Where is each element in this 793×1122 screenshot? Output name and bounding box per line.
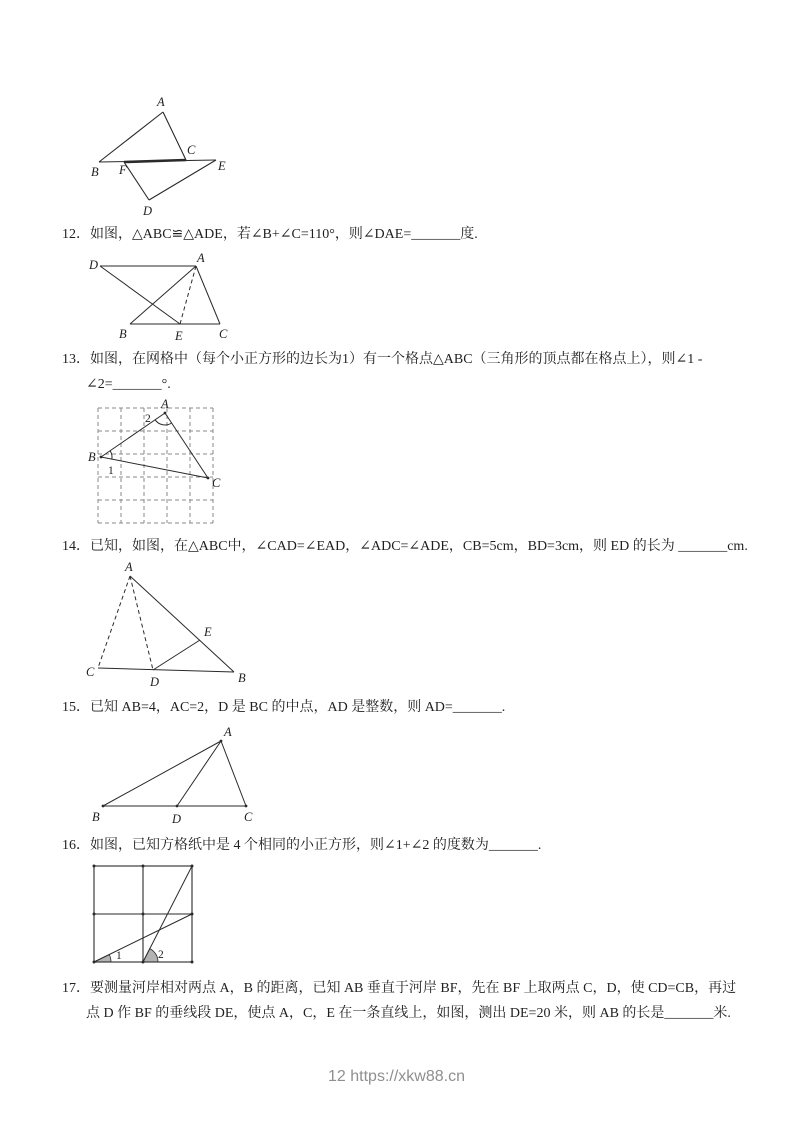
figure-q14-lines — [98, 576, 234, 672]
segment-DE — [153, 640, 200, 670]
figure-q12-lines — [100, 266, 220, 324]
point-label-A: A — [224, 725, 232, 739]
segment-DE — [149, 160, 216, 200]
point-label-E: E — [175, 329, 183, 343]
point-label-E: E — [204, 625, 212, 639]
point-label-D: D — [150, 675, 160, 689]
question-17-text-line2: 点 D 作 BF 的垂线段 DE，使点 A，C，E 在一条直线上，如图，测出 DE=20 米，则 AB 的长是_______米. — [86, 1006, 731, 1021]
point-label-A: A — [197, 252, 205, 265]
segment-AD — [177, 741, 221, 806]
question-12-text: 12．如图，△ABC≌△ADE，若∠B+∠C=110°，则∠DAE=_______度. — [62, 227, 478, 242]
angle-1-arc — [110, 451, 112, 459]
point-label-A: A — [161, 398, 169, 411]
point-label-F: F — [119, 163, 127, 177]
angle-label-1: 1 — [116, 950, 122, 962]
point-label-C: C — [244, 810, 253, 824]
point-label-E: E — [218, 159, 226, 173]
grid-lines — [98, 408, 213, 523]
question-17-text-line1: 17．要测量河岸相对两点 A，B 的距离，已知 AB 垂直于河岸 BF，先在 BF 上取两点 C，D，使 CD=CB，再过 — [62, 981, 737, 996]
question-16-text: 16．如图，已知方格纸中是 4 个相同的小正方形，则∠1+∠2 的度数为_______. — [62, 838, 542, 853]
segment-CB — [98, 668, 234, 672]
vertex-dots — [100, 412, 210, 480]
figure-q15-canvas — [78, 725, 273, 825]
segment-AC — [163, 112, 186, 160]
point-label-D: D — [143, 204, 153, 218]
figure-q12 — [85, 252, 250, 344]
point-label-A: A — [125, 560, 133, 574]
figure-q15-lines — [103, 741, 246, 806]
triangle-ABC-lines — [101, 413, 208, 478]
question-15-text: 15．已知 AB=4，AC=2，D 是 BC 的中点，AD 是整数，则 AD=_______. — [62, 700, 506, 715]
point-label-C: C — [212, 476, 221, 490]
figure-q13-canvas — [88, 398, 223, 530]
angle-label-2: 2 — [145, 413, 151, 425]
question-13-text-line1: 13．如图，在网格中（每个小正方形的边长为1）有一个格点△ABC（三角形的顶点都在格点上），则∠1 - — [62, 352, 703, 367]
figure-q16 — [88, 858, 203, 970]
segment-AC — [165, 413, 208, 478]
point-label-B: B — [88, 450, 96, 464]
point-label-C: C — [187, 143, 196, 157]
segment-AD-dashed — [130, 576, 153, 670]
segment-AE-dashed — [180, 266, 196, 324]
point-label-B: B — [238, 671, 246, 685]
point-label-B: B — [91, 165, 99, 179]
angle-label-2: 2 — [158, 949, 164, 961]
figure-q11-canvas — [85, 90, 235, 222]
page-footer: 12 https://xkw88.cn — [328, 1068, 465, 1085]
figure-q15 — [78, 725, 273, 825]
point-label-C: C — [219, 327, 228, 341]
question-14-text: 14．已知，如图，在△ABC中，∠CAD=∠EAD，∠ADC=∠ADE，CB=5cm，BD=3cm，则 ED 的长为 _______cm. — [62, 539, 748, 554]
figure-q11 — [85, 90, 235, 222]
figure-q13 — [88, 398, 223, 530]
vertex-dots — [102, 740, 248, 808]
question-13-text-line2: ∠2=_______°. — [86, 377, 171, 392]
figure-q12-canvas — [85, 252, 250, 344]
segment-AC-dashed — [98, 576, 130, 668]
angle-label-1: 1 — [108, 465, 114, 477]
segment-AB — [130, 576, 234, 672]
segment-FD — [124, 162, 149, 200]
segment-BA — [99, 112, 163, 162]
segment-AC — [221, 741, 246, 806]
figure-q11-lines — [99, 112, 216, 200]
point-label-D: D — [89, 258, 99, 272]
figure-q16-canvas — [88, 858, 203, 970]
angle-2-arc — [155, 420, 172, 425]
segment-FC-bold — [124, 160, 186, 162]
point-label-C: C — [86, 665, 95, 679]
figure-q14 — [80, 560, 265, 692]
segment-BA — [103, 741, 221, 806]
segment-BC — [101, 457, 208, 478]
angle-2-wedge — [143, 949, 158, 962]
point-label-A: A — [157, 95, 165, 109]
point-label-B: B — [119, 327, 127, 341]
point-label-B: B — [92, 810, 100, 824]
figure-q14-canvas — [80, 560, 265, 692]
point-label-D: D — [172, 812, 182, 825]
segment-AC — [196, 266, 220, 324]
